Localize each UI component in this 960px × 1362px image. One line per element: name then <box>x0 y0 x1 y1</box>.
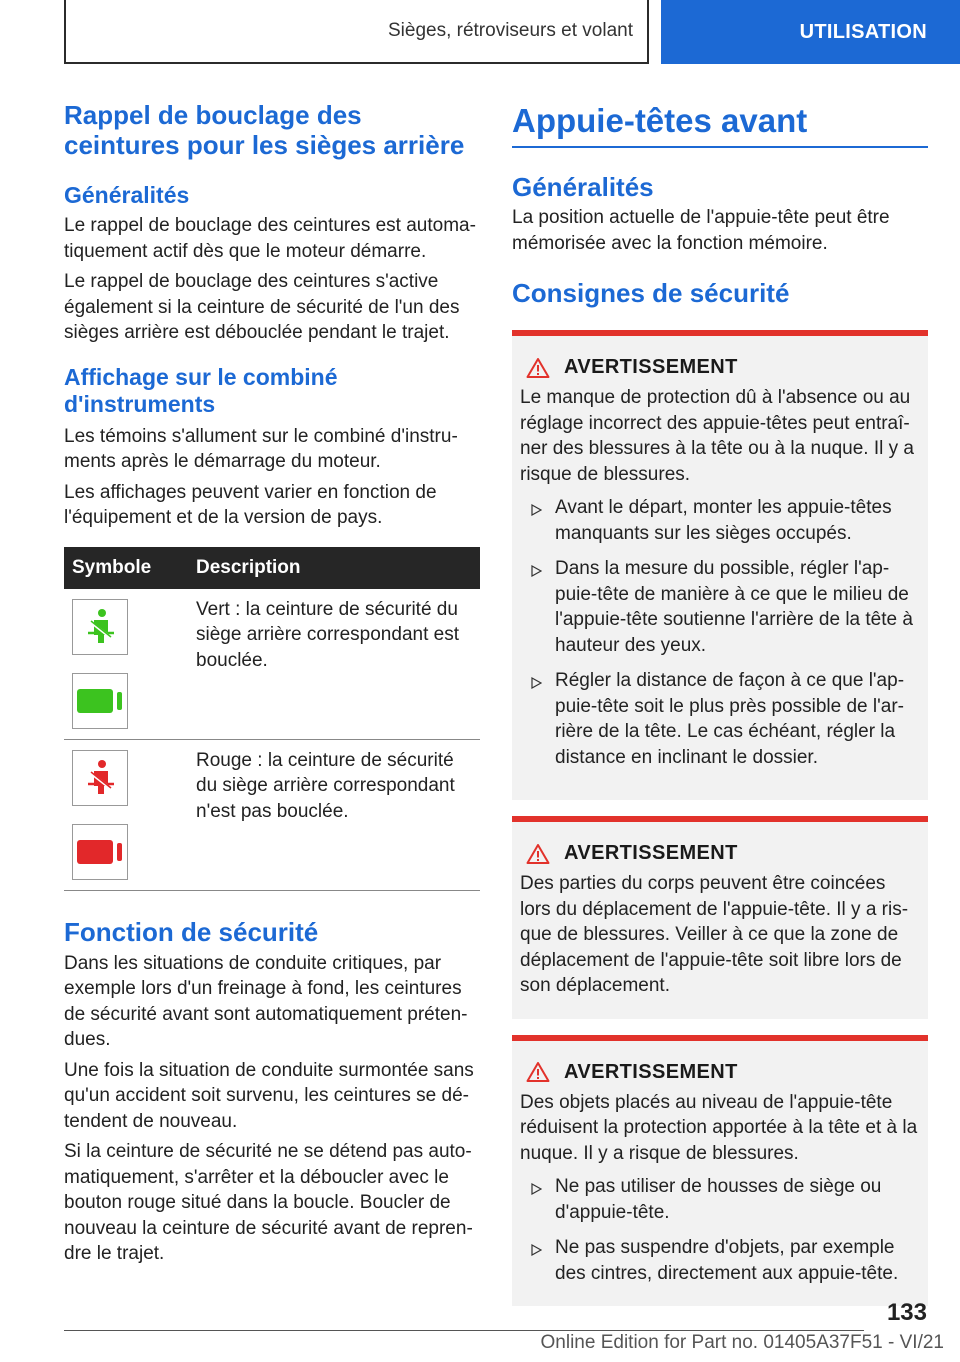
bullet-triangle-icon <box>531 1183 542 1195</box>
page-number: 133 <box>886 1299 927 1326</box>
warning-box <box>512 330 928 800</box>
bullet-triangle-icon <box>531 1244 542 1256</box>
table-header-symbol: Symbole <box>64 547 188 589</box>
section-title: Sièges, rétroviseurs et volant <box>387 20 633 41</box>
chapter-title: UTILISATION <box>799 20 927 43</box>
section-header-tab <box>64 0 649 64</box>
warning-text: Le manque de protection dû à l'absence ou au réglage incorrect des appuie-têtes peut entraîner des blessures à la tête ou à la nuque. Il y a risque de blessures. <box>520 387 914 485</box>
description-cell: Vert : la ceinture de sécurité du siège arrière correspondant est bouclée. <box>188 589 480 740</box>
warning-bullet-list <box>520 495 920 770</box>
warning-text: Des parties du corps peuvent être coincées lors du déplacement de l'appuie-tête. Il y a risque de blessures. Veiller à ce que la zone de déplacement de l'appuie-tête soit libre lors de son déplacement. <box>520 873 909 996</box>
rear-seat-red-indicator-icon <box>72 824 128 880</box>
table-row <box>64 589 480 740</box>
list-item: Dans la mesure du possible, régler l'appuie-tête de manière à ce que le milieu de l'appuie-tête soutienne l'arrière de la tête à hauteur des yeux. <box>520 556 920 658</box>
paragraph: Les affichages peuvent varier en fonction de l'équipement et de la version de pays. <box>64 481 437 528</box>
list-item: Ne pas utiliser de housses de siège ou d'appuie-tête. <box>520 1174 920 1225</box>
warning-bullet-list <box>520 1174 920 1286</box>
front-headrests-heading: Appuie-têtes avant <box>512 100 928 148</box>
edition-footer: Online Edition for Part no. 01405A37F51 - VI/21 <box>540 1332 944 1353</box>
paragraph: Le rappel de bouclage des ceintures est automatiquement actif dès que le moteur démarre. <box>64 215 476 262</box>
description-cell: Rouge : la ceinture de sécurité du siège arrière correspondant n'est pas bouclée. <box>188 739 480 890</box>
rear-seat-green-indicator-icon <box>72 673 128 729</box>
table-header-row <box>64 547 480 589</box>
warning-triangle-icon <box>526 1061 550 1083</box>
symbol-table <box>64 547 480 891</box>
seatbelt-unbuckled-icon <box>72 750 128 806</box>
paragraph: Une fois la situation de conduite surmontée sans qu'un accident soit survenu, les ceintures se détendent de nouveau. <box>64 1059 474 1132</box>
table-header-description: Description <box>188 547 480 589</box>
bullet-triangle-icon <box>531 504 542 516</box>
paragraph: La position actuelle de l'appuie-tête peut être mémorisée avec la fonction mémoire. <box>512 207 890 254</box>
paragraph: Si la ceinture de sécurité ne se détend pas automatiquement, s'arrêter et la déboucler avec le bouton rouge situé dans la boucle. Boucler de nouveau la ceinture de sécurité avant de reprendre le trajet. <box>64 1141 473 1264</box>
seatbelt-reminder-heading: Rappel de bouclage des ceintures pour les sièges arrière <box>64 100 465 160</box>
warning-box <box>512 816 928 1019</box>
paragraph: Dans les situations de conduite critiques, par exemple lors d'un freinage à fond, les ceintures de sécurité avant sont automatiquement prétendues. <box>64 952 468 1050</box>
right-column <box>512 100 928 1306</box>
instrument-display-heading: Affichage sur le combiné d'instruments <box>64 363 338 417</box>
bullet-triangle-icon <box>531 677 542 689</box>
paragraph: Les témoins s'allument sur le combiné d'instruments après le démarrage du moteur. <box>64 425 458 472</box>
footer-divider <box>64 1330 864 1331</box>
table-row <box>64 739 480 890</box>
symbol-cell <box>64 739 188 890</box>
list-item: Ne pas suspendre d'objets, par exemple des cintres, directement aux appuie-tête. <box>520 1235 920 1286</box>
safety-notes-heading: Consignes de sécurité <box>512 278 790 308</box>
warning-triangle-icon <box>526 843 550 865</box>
list-item: Avant le départ, monter les appuie-têtes manquants sur les sièges occupés. <box>520 495 920 546</box>
safety-function-heading: Fonction de sécurité <box>64 916 319 947</box>
chapter-header-tab <box>661 0 960 64</box>
warning-title: AVERTISSEMENT <box>520 356 920 379</box>
warning-triangle-icon <box>526 357 550 379</box>
bullet-triangle-icon <box>531 565 542 577</box>
warning-text: Des objets placés au niveau de l'appuie-tête réduisent la protection apportée à la tête et à la nuque. Il y a risque de blessures. <box>520 1091 918 1164</box>
warning-title: AVERTISSEMENT <box>520 842 920 865</box>
seatbelt-buckled-icon <box>72 599 128 655</box>
general-heading: Généralités <box>512 172 654 202</box>
list-item: Régler la distance de façon à ce que l'appuie-tête soit le plus près possible de l'arrière de la tête. Le cas échéant, régler la distance en inclinant le dossier. <box>520 668 920 770</box>
warning-box <box>512 1035 928 1307</box>
warning-title: AVERTISSEMENT <box>520 1061 920 1084</box>
general-heading: Généralités <box>64 182 190 208</box>
left-column <box>64 100 480 1267</box>
symbol-cell <box>64 589 188 740</box>
paragraph: Le rappel de bouclage des ceintures s'active également si la ceinture de sécurité de l'un des sièges arrière est débouclée pendant le trajet. <box>64 271 460 343</box>
